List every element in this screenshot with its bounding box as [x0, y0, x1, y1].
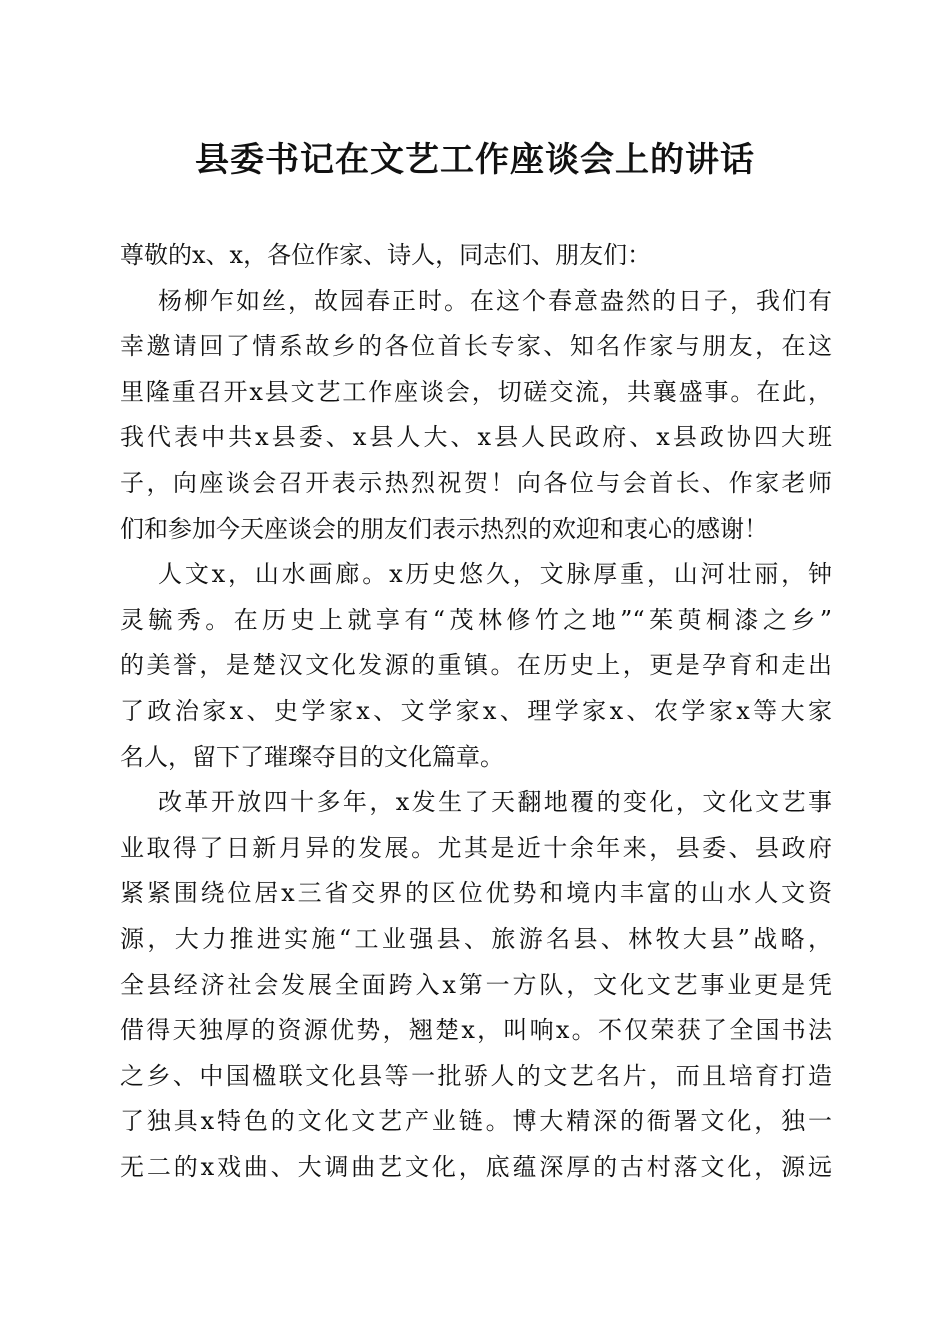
paragraph-2-line-5: 名人，留下了璀璨夺目的文化篇章。 [120, 742, 504, 771]
paragraph-3-line-6: 借得天独厚的资源优势，翘楚x，叫响x。不仅荣获了全国书法 [120, 1016, 832, 1045]
paragraph-2-line-4: 了政治家x、史学家x、文学家x、理学家x、农学家x等大家 [120, 696, 832, 725]
document-title: 县委书记在文艺工作座谈会上的讲话 [195, 140, 755, 180]
paragraph-1-line-2: 幸邀请回了情系故乡的各位首长专家、知名作家与朋友，在这 [120, 332, 832, 361]
paragraph-3-line-1: 改革开放四十多年，x发生了天翻地覆的变化，文化文艺事 [158, 788, 832, 817]
document-body [120, 233, 832, 1190]
paragraph-3-line-3: 紧紧围绕位居x三省交界的区位优势和境内丰富的山水人文资 [120, 879, 832, 908]
paragraph-3-line-5: 全县经济社会发展全面跨入x第一方队，文化文艺事业更是凭 [120, 970, 832, 999]
paragraph-3-line-7: 之乡、中国楹联文化县等一批骄人的文艺名片，而且培育打造 [120, 1061, 832, 1090]
paragraph-3-line-8: 了独具x特色的文化文艺产业链。博大精深的衙署文化，独一 [120, 1107, 832, 1136]
paragraph-1-line-4: 我代表中共x县委、x县人大、x县人民政府、x县政协四大班 [120, 423, 832, 452]
paragraph-3-line-2: 业取得了日新月异的发展。尤其是近十余年来，县委、县政府 [120, 833, 832, 862]
paragraph-1-line-1: 杨柳乍如丝，故园春正时。在这个春意盎然的日子，我们有 [158, 286, 832, 315]
paragraph-1-line-6: 们和参加今天座谈会的朋友们表示热烈的欢迎和衷心的感谢！ [120, 514, 768, 543]
salutation-line: 尊敬的x、x，各位作家、诗人，同志们、朋友们： [120, 241, 652, 269]
paragraph-3-line-9: 无二的x戏曲、大调曲艺文化，底蕴深厚的古村落文化，源远 [120, 1152, 832, 1181]
paragraph-1-line-3: 里隆重召开x县文艺工作座谈会，切磋交流，共襄盛事。在此， [120, 377, 832, 406]
paragraph-3-line-4: 源，大力推进实施“工业强县、旅游名县、林牧大县”战略， [120, 924, 832, 953]
paragraph-2-line-2: 灵毓秀。在历史上就享有“茂林修竹之地”“茱萸桐漆之乡” [120, 605, 832, 634]
paragraph-2-line-1: 人文x，山水画廊。x历史悠久，文脉厚重，山河壮丽，钟 [158, 560, 832, 589]
paragraph-1-line-5: 子，向座谈会召开表示热烈祝贺！向各位与会首长、作家老师 [120, 468, 832, 497]
paragraph-2-line-3: 的美誉，是楚汉文化发源的重镇。在历史上，更是孕育和走出 [120, 651, 832, 680]
